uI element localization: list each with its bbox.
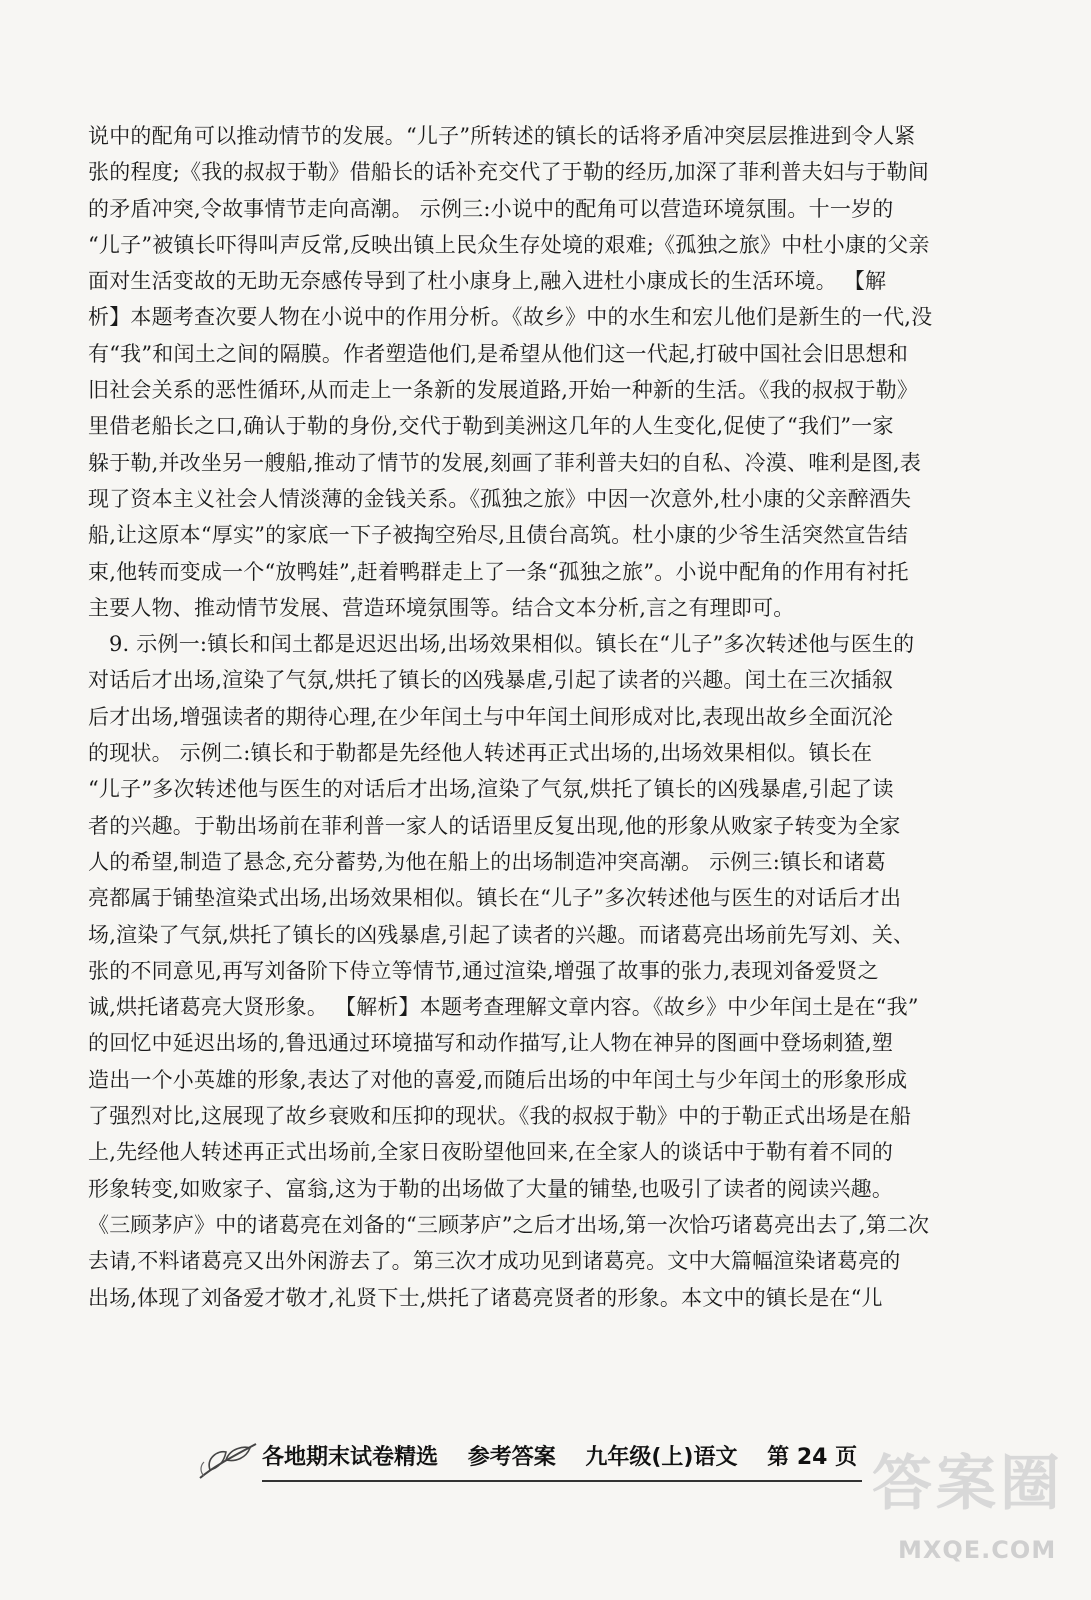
- text-line: 张的程度;《我的叔叔于勒》借船长的话补充交代了于勒的经历,加深了菲利普夫妇与于勒间: [88, 160, 929, 185]
- text-line: “儿子”被镇长吓得叫声反常,反映出镇上民众生存处境的艰难;《孤独之旅》中杜小康的父亲: [88, 232, 930, 257]
- watermark-url: MXQE.COM: [898, 1536, 1057, 1564]
- text-line: 了强烈对比,这展现了故乡衰败和压抑的现状。《我的叔叔于勒》中的于勒正式出场是在船: [88, 1104, 912, 1129]
- text-line: 船,让这原本“厚实”的家底一下子被掏空殆尽,且债台高筑。杜小康的少爷生活突然宣告结: [88, 523, 909, 548]
- text-line: 出场,体现了刘备爱才敬才,礼贤下士,烘托了诸葛亮贤者的形象。本文中的镇长是在“儿: [88, 1285, 883, 1310]
- page-footer: [0, 1432, 1091, 1600]
- text-line: 面对生活变故的无助无奈感传导到了杜小康身上,融入进杜小康成长的生活环境。 【解: [88, 269, 887, 294]
- footer-caption: [262, 1436, 857, 1480]
- text-line: 的矛盾冲突,令故事情节走向高潮。 示例三:小说中的配角可以营造环境氛围。十一岁的: [88, 196, 894, 221]
- grade-subject: 九年级(上)语文: [585, 1445, 738, 1470]
- text-line: 造出一个小英雄的形象,表达了对他的喜爱,而随后出场的中年闰土与少年闰土的形象形成: [88, 1067, 908, 1092]
- text-line: 人的希望,制造了悬念,充分蓄势,为他在船上的出场制造冲突高潮。 示例三:镇长和诸葛: [88, 849, 886, 874]
- text-line: “儿子”多次转述他与医生的对话后才出场,渲染了气氛,烘托了镇长的凶残暴虐,引起了读: [88, 777, 894, 802]
- text-line: 主要人物、推动情节发展、营造环境氛围等。结合文本分析,言之有理即可。: [88, 595, 795, 620]
- text-line: 《三顾茅庐》中的诸葛亮在刘备的“三顾茅庐”之后才出场,第一次恰巧诸葛亮出去了,第二次: [88, 1212, 930, 1237]
- answer-text: [88, 118, 1008, 1316]
- text-line: 束,他转而变成一个“放鸭娃”,赶着鸭群走上了一条“孤独之旅”。小说中配角的作用有衬托: [88, 559, 909, 584]
- page-number: 第 24 页: [767, 1445, 858, 1470]
- text-line: 有“我”和闰土之间的隔膜。作者塑造他们,是希望从他们这一代起,打破中国社会旧思想和: [88, 341, 909, 366]
- text-line: 张的不同意见,再写刘备阶下侍立等情节,通过渲染,增强了故事的张力,表现刘备爱贤之: [88, 958, 879, 983]
- book-title: 各地期末试卷精选: [262, 1445, 439, 1470]
- text-line: 躲于勒,并改坐另一艘船,推动了情节的发展,刻画了菲利普夫妇的自私、冷漠、唯利是图,表: [88, 450, 922, 475]
- footer-divider: [262, 1480, 862, 1482]
- text-line: 说中的配角可以推动情节的发展。“儿子”所转述的镇长的话将矛盾冲突层层推进到令人紧: [88, 124, 916, 148]
- text-line: 现了资本主义社会人情淡薄的金钱关系。《孤独之旅》中因一次意外,杜小康的父亲醉酒失: [88, 486, 912, 511]
- text-line: 旧社会关系的恶性循环,从而走上一条新的发展道路,开始一种新的生活。《我的叔叔于勒》: [88, 378, 919, 403]
- leaf-ornament-icon: [196, 1438, 260, 1484]
- text-line: 诚,烘托诸葛亮大贤形象。 【解析】本题考查理解文章内容。《故乡》中少年闰土是在“我”: [88, 995, 919, 1020]
- text-line: 形象转变,如败家子、富翁,这为于勒的出场做了大量的铺垫,也吸引了读者的阅读兴趣。: [88, 1176, 894, 1201]
- text-line: 对话后才出场,渲染了气氛,烘托了镇长的凶残暴虐,引起了读者的兴趣。闰土在三次插叙: [88, 668, 894, 693]
- text-line: 析】本题考查次要人物在小说中的作用分析。《故乡》中的水生和宏儿他们是新生的一代,没: [88, 305, 933, 330]
- text-line: 后才出场,增强读者的期待心理,在少年闰土与中年闰土间形成对比,表现出故乡全面沉沦: [88, 704, 894, 729]
- question-9-start: 9. 示例一:镇长和闰土都是迟迟出场,出场效果相似。镇长在“儿子”多次转述他与医生的: [109, 632, 915, 657]
- text-line: 者的兴趣。于勒出场前在菲利普一家人的话语里反复出现,他的形象从败家子转变为全家: [88, 813, 901, 838]
- text-line: 场,渲染了气氛,烘托了镇长的凶残暴虐,引起了读者的兴趣。而诸葛亮出场前先写刘、关、: [88, 922, 915, 947]
- text-line: 的回忆中延迟出场的,鲁迅通过环境描写和动作描写,让人物在神异的图画中登场刺猹,塑: [88, 1031, 894, 1056]
- section-label: 参考答案: [467, 1445, 556, 1470]
- text-line: 去请,不料诸葛亮又出外闲游去了。第三次才成功见到诸葛亮。文中大篇幅渲染诸葛亮的: [88, 1249, 901, 1274]
- text-line: 里借老船长之口,确认于勒的身份,交代于勒到美洲这几年的人生变化,促使了“我们”一家: [88, 414, 894, 439]
- text-line: 亮都属于铺垫渲染式出场,出场效果相似。镇长在“儿子”多次转述他与医生的对话后才出: [88, 886, 902, 911]
- text-line: 的现状。 示例二:镇长和于勒都是先经他人转述再正式出场的,出场效果相似。镇长在: [88, 741, 873, 766]
- text-line: 上,先经他人转述再正式出场前,全家日夜盼望他回来,在全家人的谈话中于勒有着不同的: [88, 1140, 894, 1165]
- watermark-logo: 答案圈: [872, 1449, 1064, 1519]
